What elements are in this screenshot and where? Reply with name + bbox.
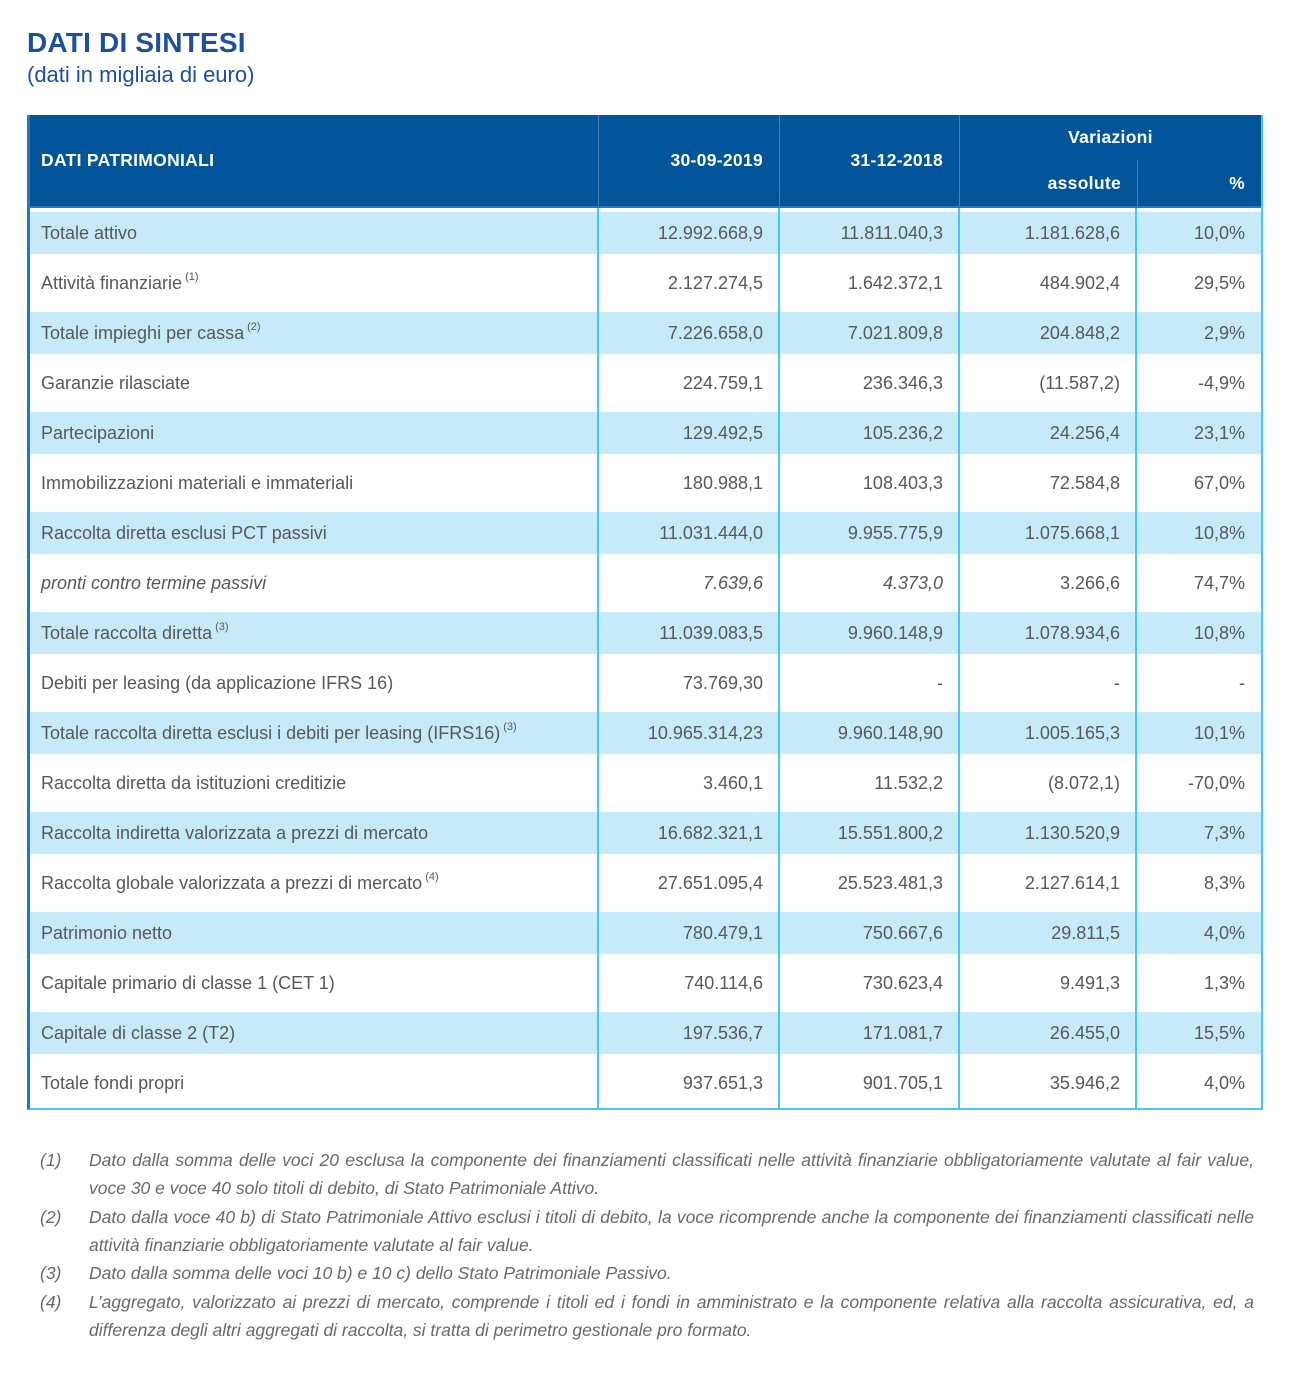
row-label: Totale attivo (41, 222, 138, 243)
variation-absolute: 1.078.934,6 (1024, 622, 1120, 643)
variation-percent: 4,0% (1203, 922, 1245, 943)
value-30-09-2019: 180.988,1 (682, 472, 763, 493)
variation-absolute: 26.455,0 (1049, 1022, 1120, 1043)
variation-percent: -70,0% (1187, 772, 1245, 793)
row-label: Totale raccolta diretta (3) (41, 621, 229, 643)
variation-percent: 10,8% (1193, 622, 1245, 643)
header-variazioni-group (959, 115, 1261, 206)
variation-percent: -4,9% (1197, 372, 1245, 393)
variation-percent: 7,3% (1203, 822, 1245, 843)
value-31-12-2018: 730.623,4 (862, 972, 943, 993)
table-row (30, 758, 1261, 808)
value-30-09-2019: 937.651,3 (682, 1072, 763, 1093)
header-variazioni: Variazioni (1068, 127, 1153, 147)
footnote-text: Dato dalla somma delle voci 20 esclusa la componente dei finanziamenti classificati nelle attività finanziarie obbligatoriamente valutate al fair value, voce 30 e voce 40 solo titoli di debito, di Stato Patrimoniale Attivo. (89, 1150, 1254, 1199)
table-row (30, 908, 1261, 958)
table-row (30, 358, 1261, 408)
variation-absolute: 24.256,4 (1049, 422, 1120, 443)
table-row (30, 1058, 1261, 1108)
value-30-09-2019: 27.651.095,4 (657, 872, 763, 893)
variation-absolute: 1.005.165,3 (1024, 722, 1120, 743)
value-31-12-2018: 25.523.481,3 (837, 872, 943, 893)
table-row (30, 708, 1261, 758)
footnote (40, 1203, 1254, 1260)
value-31-12-2018: 4.373,0 (882, 572, 943, 593)
table-row (30, 858, 1261, 908)
row-label: Debiti per leasing (da applicazione IFRS 16) (41, 672, 394, 693)
row-label: Raccolta globale valorizzata a prezzi di mercato (4) (41, 871, 439, 893)
value-31-12-2018: 105.236,2 (862, 422, 943, 443)
variation-percent: 29,5% (1193, 272, 1245, 293)
footnotes (40, 1146, 1254, 1344)
value-30-09-2019: 16.682.321,1 (657, 822, 763, 843)
header-percent: % (1137, 160, 1261, 206)
value-31-12-2018: 108.403,3 (862, 472, 943, 493)
variation-percent: 23,1% (1193, 422, 1245, 443)
variation-percent: 10,0% (1193, 222, 1245, 243)
footnote-number: (2) (40, 1206, 62, 1227)
value-31-12-2018: 9.960.148,90 (837, 722, 943, 743)
column-divider (1135, 208, 1137, 1108)
variation-percent: 74,7% (1193, 572, 1245, 593)
value-31-12-2018: 11.811.040,3 (840, 222, 943, 243)
value-31-12-2018: 750.667,6 (862, 922, 943, 943)
value-31-12-2018: 9.960.148,9 (847, 622, 943, 643)
variation-absolute: 204.848,2 (1039, 322, 1120, 343)
variation-absolute: 29.811,5 (1051, 922, 1120, 943)
table-row (30, 458, 1261, 508)
row-label: Capitale primario di classe 1 (CET 1) (41, 972, 335, 993)
variation-percent: 10,1% (1193, 722, 1245, 743)
value-30-09-2019: 224.759,1 (682, 372, 763, 393)
footnote (40, 1259, 1254, 1287)
value-30-09-2019: 10.965.314,23 (647, 722, 763, 743)
page-title: DATI DI SINTESI (27, 27, 246, 58)
header-dati-patrimoniali: DATI PATRIMONIALI (41, 150, 215, 170)
value-31-12-2018: 11.532,2 (874, 772, 943, 793)
variation-absolute: 1.130.520,9 (1024, 822, 1120, 843)
value-30-09-2019: 11.039.083,5 (659, 622, 763, 643)
variation-percent: 67,0% (1193, 472, 1245, 493)
column-divider (597, 208, 599, 1108)
value-31-12-2018: 236.346,3 (862, 372, 943, 393)
footnote (40, 1288, 1254, 1345)
variation-percent: 4,0% (1203, 1072, 1245, 1093)
table-row (30, 508, 1261, 558)
value-31-12-2018: 171.081,7 (862, 1022, 943, 1043)
table-row (30, 958, 1261, 1008)
column-divider (778, 208, 780, 1108)
table-row (30, 258, 1261, 308)
variation-percent: - (1239, 672, 1245, 693)
row-label: Patrimonio netto (41, 922, 173, 943)
variation-absolute: 1.075.668,1 (1024, 522, 1120, 543)
summary-table (27, 115, 1263, 1110)
value-30-09-2019: 780.479,1 (682, 922, 763, 943)
value-30-09-2019: 129.492,5 (682, 422, 763, 443)
value-30-09-2019: 7.226.658,0 (667, 322, 763, 343)
row-label: Totale impieghi per cassa (2) (41, 321, 261, 343)
row-label: Raccolta indiretta valorizzata a prezzi di mercato (41, 822, 429, 843)
table-row (30, 408, 1261, 458)
column-divider (958, 208, 960, 1108)
table-row (30, 808, 1261, 858)
table-row (30, 308, 1261, 358)
value-30-09-2019: 197.536,7 (682, 1022, 763, 1043)
variation-absolute: 1.181.628,6 (1024, 222, 1120, 243)
value-30-09-2019: 73.769,30 (682, 672, 763, 693)
value-30-09-2019: 3.460,1 (702, 772, 763, 793)
variation-percent: 2,9% (1203, 322, 1245, 343)
row-label: Attività finanziarie (1) (41, 271, 199, 293)
variation-absolute: (11.587,2) (1039, 372, 1120, 393)
row-label: Totale fondi propri (41, 1072, 185, 1093)
table-row (30, 208, 1261, 258)
row-label: pronti contro termine passivi (41, 572, 267, 593)
table-row (30, 658, 1261, 708)
header-date-2018: 31-12-2018 (779, 115, 959, 206)
value-31-12-2018: 7.021.809,8 (847, 322, 943, 343)
row-label: Immobilizzazioni materiali e immateriali (41, 472, 354, 493)
value-30-09-2019: 12.992.668,9 (657, 222, 763, 243)
value-31-12-2018: 1.642.372,1 (847, 272, 943, 293)
footnote-text: Dato dalla voce 40 b) di Stato Patrimoniale Attivo esclusi i titoli di debito, la voce ricomprende anche la componente dei finanziamenti classificati nelle attività finanziarie obbligatoriamente valutate al fair value. (89, 1206, 1254, 1256)
value-31-12-2018: - (937, 672, 943, 693)
variation-absolute: (8.072,1) (1047, 772, 1120, 793)
footnote-number: (4) (40, 1291, 62, 1312)
variation-absolute: 3.266,6 (1059, 572, 1120, 593)
variation-percent: 10,8% (1193, 522, 1245, 543)
footnote-number: (3) (40, 1263, 62, 1284)
footnote (40, 1146, 1254, 1203)
table-header (30, 115, 1261, 208)
header-variazioni-subrow (960, 160, 1261, 206)
value-31-12-2018: 15.551.800,2 (837, 822, 943, 843)
variation-absolute: 2.127.614,1 (1024, 872, 1120, 893)
row-label: Partecipazioni (41, 422, 155, 443)
value-31-12-2018: 901.705,1 (862, 1072, 943, 1093)
row-label: Garanzie rilasciate (41, 372, 191, 393)
footnote-number: (1) (40, 1150, 62, 1170)
variation-percent: 15,5% (1193, 1022, 1245, 1043)
variation-absolute: 72.584,8 (1049, 472, 1120, 493)
row-label: Capitale di classe 2 (T2) (41, 1022, 236, 1043)
row-label: Raccolta diretta da istituzioni creditizie (41, 772, 347, 793)
variation-percent: 1,3% (1203, 972, 1245, 993)
table-body (30, 208, 1261, 1108)
value-30-09-2019: 2.127.274,5 (667, 272, 763, 293)
table-row (30, 608, 1261, 658)
header-date-2019: 30-09-2019 (598, 115, 779, 206)
value-30-09-2019: 11.031.444,0 (659, 522, 763, 543)
table-row (30, 1008, 1261, 1058)
variation-absolute: 9.491,3 (1059, 972, 1120, 993)
value-30-09-2019: 740.114,6 (684, 972, 763, 993)
row-label: Raccolta diretta esclusi PCT passivi (41, 522, 327, 543)
value-31-12-2018: 9.955.775,9 (847, 522, 943, 543)
value-30-09-2019: 7.639,6 (702, 572, 763, 593)
footnote-text: L’aggregato, valorizzato ai prezzi di mercato, comprende i titoli ed i fondi in amministrato e la componente relativa alla raccolta assicurativa, ed, a differenza degli altri aggregati di raccolta, si tratta di perimetro gestionale pro formato. (89, 1291, 1254, 1341)
header-assolute: assolute (1047, 172, 1121, 193)
variation-absolute: - (1114, 672, 1120, 693)
variation-absolute: 484.902,4 (1039, 272, 1120, 293)
page-subtitle: (dati in migliaia di euro) (27, 62, 255, 87)
footnote-text: Dato dalla somma delle voci 10 b) e 10 c) dello Stato Patrimoniale Passivo. (89, 1263, 672, 1284)
variation-percent: 8,3% (1203, 872, 1245, 893)
variation-absolute: 35.946,2 (1049, 1072, 1120, 1093)
table-row (30, 558, 1261, 608)
row-label: Totale raccolta diretta esclusi i debiti per leasing (IFRS16) (3) (41, 721, 517, 743)
